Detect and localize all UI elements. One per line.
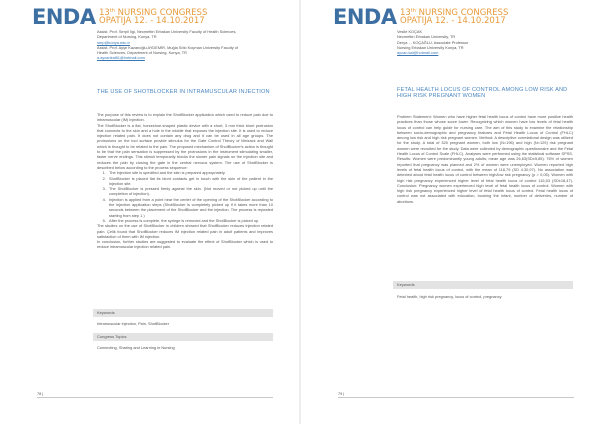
left-page — [0, 0, 299, 424]
congress-name: NURSING CONGRESS — [418, 8, 509, 18]
author-line: Derya ... KOÇAĞLU, Associate Professor — [397, 39, 469, 45]
keywords-header: Keywords — [393, 281, 573, 289]
process-step: 1. The injection site is specified and the skin is prepared appropriately. — [107, 170, 273, 175]
author-line: Vesile KOÇAK — [397, 29, 423, 34]
keywords-text: Fetal health, high risk pregnancy, locus of control, pregnancy — [397, 294, 502, 299]
congress-suffix: th — [410, 8, 416, 14]
body-paragraph: Problem Statement: Women who have higher fetal health locus of control have more positive health practices than those whose score lower. Recognizing which women have low levels of fetal health locus of control can help guide for nursing care. The aim of this study to examine the relationship between socio-demographic and pregnancy features and Fetal Health Locus of Control (FHLC) among low risk and high risk pregnant women. Method: A descriptive correlational design was utilized for the study. A total of 325 pregnant women, both low (N=196) and high (N=129) risk pregnant women were recruited for the study. Data were collected by demographic questionnaire and the Fetal Health Locus of Control Scale (FHLC). Analyses were performed using the statistical software SPSS. Results: Women were predominantly young adults; mean age was 26,63(SD±5,85). 76% of women reported that pregnancy was planned and 2% of women were unemployed. Women reported high levels of fetal health locus of control, with the mean of 118,79 (SD 4.30,97). No association was detected about fetal health locus of control between high/low risk pregnancy (p > 0,05). Women with high risk pregnancy experienced higher level of fetal health locus of control 115,53 (SD±18,47). Conclusion: Pregnancy women experienced high level of fetal health locus of control. Women with high risk pregnancy experienced higher level of fetal health locus of control. Fetal health locus of control was not associated with education, booking the infant, number of deliveries, number of abortions. — [397, 114, 573, 204]
page-number: 79 | — [338, 392, 345, 396]
process-steps-list — [97, 170, 273, 223]
author-line: Assist. Prof. Ayşe Kazanoğlu AYDEMİR, Muğla Sıtkı Koçman University Faculty of — [97, 44, 239, 50]
right-page — [301, 0, 600, 424]
keywords-text: Intramuscular injection, Pain, ShotBlocker — [97, 321, 170, 326]
congress-number: 13 — [400, 8, 411, 18]
author-line: Assist. Prof. Serpil Ilgi, Necmettin Erbakan University Faculty of Health Sciences, — [97, 29, 237, 34]
body-paragraph: The ShotBlocker is a flat, horseshoe-shaped plastic device with a short, 3 mm thick blunt protrusion that connects to the skin and a hole in the middle that exposes the injection site. It is used to reduce injection related pain. It does not contain any drug and it can be used in all age groups. The protrusions on the tool surface provide stimulus for the Gate Control Theory of Melzack and Wall which is thought to be related to the pain. The proposed mechanism of ShotBlocker's action is thought to be that the pain sensation is suppressed by the protrusions in the instrument stimulating smaller, faster nerve endings. This stimuli temporarily blocks the slower pain signals on the injection site and reduces the pain by closing the gate in the central nervous system. The use of ShotBlocker is described below according to the process sequence: — [97, 122, 273, 170]
author-email-link[interactable]: aycan.kal@hotmail.com — [397, 50, 439, 56]
right-article-body — [397, 114, 573, 204]
author-line: Necmettin Erbakan University, TR — [397, 34, 456, 40]
left-author-block — [97, 29, 277, 61]
enda-logo: ENDA — [32, 5, 96, 29]
enda-logo: ENDA — [333, 5, 397, 29]
right-article-title: FETAL HEALTH LOCUS OF CONTROL AMONG LOW RISK AND HIGH RISK PREGNANT WOMEN — [397, 87, 568, 100]
author-line: Department of Nursing, Konya, TR — [97, 34, 157, 40]
congress-dates: OPATIJA 12. - 14.10.2017 — [400, 16, 506, 26]
left-article-body — [97, 112, 273, 250]
footer-rule — [37, 397, 273, 398]
congress-number: 13 — [99, 8, 110, 18]
body-paragraph: The purpose of this review is to explain the ShotBlocker application which used to reduce pain due to intramuscular (IM) injection. — [97, 112, 273, 123]
right-author-block — [397, 29, 577, 55]
process-step: 3. The ShotBlocker is pressed firmly against the skin. (Not moved or not picked up until the completion of injection). — [107, 186, 273, 197]
process-step: 2. ShotBlocker is placed flat its blunt contacts get in touch with the skin of the patient in the injection site. — [107, 176, 273, 187]
congress-dates: OPATIJA 12. - 14.10.2017 — [99, 16, 205, 26]
congress-name: NURSING CONGRESS — [117, 8, 208, 18]
congress-suffix: th — [109, 8, 115, 14]
footer-rule — [338, 397, 574, 398]
congress-topics-header: Congress Topics — [93, 333, 273, 341]
process-step: 5. After the process is complete, the syringe is removed and the ShotBlocker is picked up. — [107, 218, 273, 223]
author-email-link[interactable]: serp@konya.edu.tr — [97, 39, 130, 45]
congress-topics-text: Connecting, Sharing and Learning in Nursing — [97, 345, 175, 350]
process-step: 4. Injection is applied from a point near the center of the opening of the ShotBlocker according to the injection application steps (ShotBlocker is completely picked up if it takes more than 10 seconds between the placement of the ShotBlocker and the injection. The process is repeated starting from step 1.) — [107, 197, 273, 218]
author-line: Nursing Erbakan University Konya, TR — [397, 44, 464, 50]
author-line: Health Sciences, Department of Nursing, Konya, TR — [97, 50, 187, 56]
body-conclusion: The studies on the use of ShotBlocker in children showed that ShotBlocker reduces injection related pain. Çelik found that ShotBlocker reduces IM injection related pain in adult patients and improves satisfaction of them with IM injection. In conclusion, further studies are suggested to evaluate the effect of ShotBlocker which is used to reduce intramuscular injection related pain. — [97, 223, 273, 250]
left-article-title: THE USE OF SHOTBLOCKER IN INTRAMUSCULAR INJECTION — [97, 89, 270, 95]
author-email-link[interactable]: a.aycankal61@hotmail.com — [97, 55, 145, 61]
page-number: 78 | — [37, 392, 44, 396]
keywords-header: Keywords — [93, 309, 273, 317]
